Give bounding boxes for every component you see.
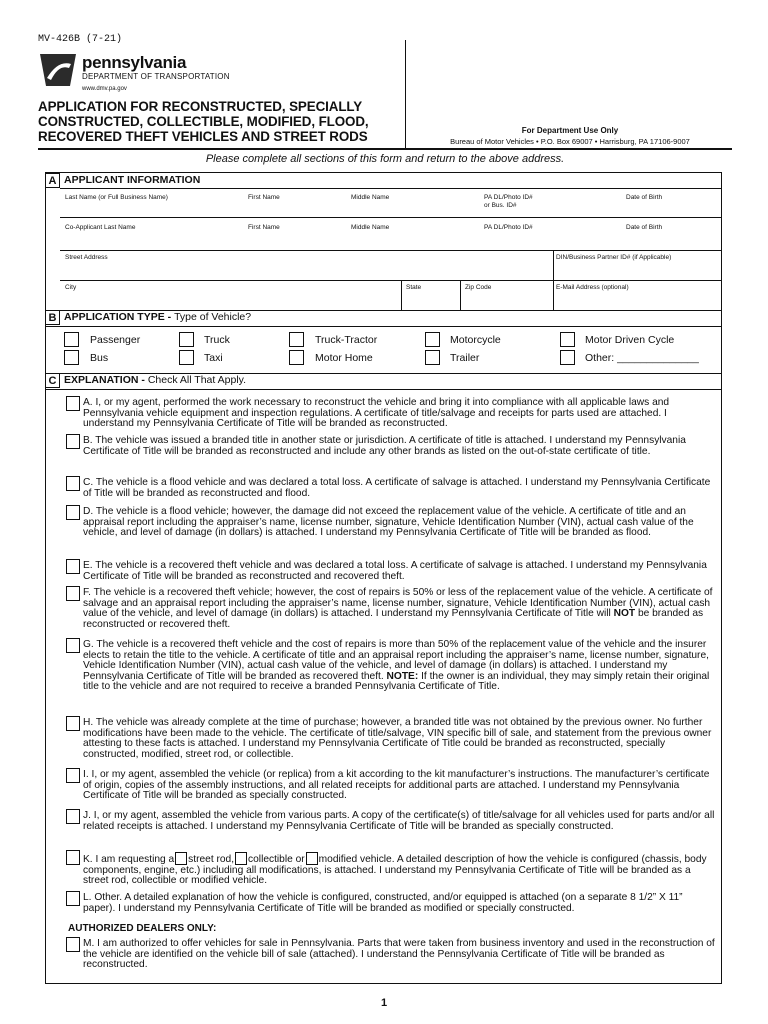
truck-tractor-checkbox[interactable] xyxy=(289,332,304,347)
dob-label: Date of Birth xyxy=(626,194,663,201)
section-a-title: APPLICANT INFORMATION xyxy=(64,174,201,186)
section-b-header xyxy=(60,310,721,325)
option-c xyxy=(66,478,715,499)
street-rod-checkbox[interactable] xyxy=(175,852,187,865)
form-number: MV-426B (7-21) xyxy=(38,34,123,45)
section-a-rule xyxy=(60,188,721,189)
bus-checkbox[interactable] xyxy=(64,350,79,365)
row3-line xyxy=(60,280,721,281)
option-l xyxy=(66,893,715,914)
option-c-text: C. The vehicle is a flood vehicle and was declared a total loss. A certificate of salvage is attached. I understand my Pennsylvania Certificate of Title will be branded as reconstructed and flood. xyxy=(83,477,711,499)
co-middle-name-label: Middle Name xyxy=(351,224,390,231)
option-m-text: M. I am authorized to offer vehicles for sale in Pennsylvania. Parts that were taken from business inventory and used in the reconstruction of the vehicle are identified on the vehicle bill of sale (attached). I understand the Pennsylvania Certificate of Title will be branded as reconstructed. xyxy=(83,938,715,970)
section-c-title: EXPLANATION - xyxy=(64,374,148,386)
row1-line xyxy=(60,217,721,218)
truck-tractor-label: Truck-Tractor xyxy=(315,334,378,346)
option-f-checkbox[interactable] xyxy=(66,586,80,601)
bus-label: Bus xyxy=(90,352,109,364)
section-c-letter: C xyxy=(45,373,60,388)
option-b-checkbox[interactable] xyxy=(66,434,80,449)
taxi-checkbox[interactable] xyxy=(179,350,194,365)
motor-driven-cycle-label: Motor Driven Cycle xyxy=(585,334,675,346)
state-label: State xyxy=(406,284,422,291)
form-body xyxy=(45,172,722,984)
option-g-text-1: G. The vehicle is a recovered theft vehicle and the cost of repairs is more than 50% of the replacement value of the vehicle and the insurer elects to retain the title to the vehicle. A certificate of title and an appraisal report including the appraiser’s name, license number, signature, Vehicle Identification Number (VIN), actual cash value of the vehicle, and level of damage (in dollars) is attached. I understand my Pennsylvania Certificate of Title will be branded as recovered theft. xyxy=(83,639,709,682)
city-label: City xyxy=(65,284,77,291)
section-c-rule xyxy=(46,389,721,390)
co-first-name-label: First Name xyxy=(248,224,280,231)
middle-name-label: Middle Name xyxy=(351,194,390,201)
passenger-label: Passenger xyxy=(90,334,141,346)
motorcycle-label: Motorcycle xyxy=(450,334,501,346)
option-m xyxy=(66,939,715,971)
last-name-label: Last Name (or Full Business Name) xyxy=(65,194,168,201)
option-f-not: NOT xyxy=(613,608,636,619)
option-g-text-2: If the owner is an individual, they may simply retain their original title to the vehicle and are not required to receive a branded Pennsylvania Certificate of Title. xyxy=(83,670,710,692)
other-checkbox[interactable] xyxy=(560,350,575,365)
instructions: Please complete all sections of this form and return to the above address. xyxy=(205,153,565,165)
option-k-checkbox[interactable] xyxy=(66,850,80,865)
option-l-text: L. Other. A detailed explanation of how the vehicle is configured, constructed, and/or equipped is attached (on a separate 8 1/2” X 11” paper). I understand my Pennsylvania Certificate of Title will be branded as modified or specially constructed. xyxy=(83,892,683,914)
form-title: APPLICATION FOR RECONSTRUCTED, SPECIALLY CONSTRUCTED, COLLECTIBLE, MODIFIED, FLOOD, RECOVERED THEFT VEHICLES AND STREET RODS xyxy=(38,99,369,144)
zip-label: Zip Code xyxy=(465,284,492,291)
option-c-checkbox[interactable] xyxy=(66,476,80,491)
option-f xyxy=(66,588,715,630)
motor-home-checkbox[interactable] xyxy=(289,350,304,365)
motorcycle-checkbox[interactable] xyxy=(425,332,440,347)
taxi-label: Taxi xyxy=(204,352,223,364)
option-a xyxy=(66,398,715,430)
other-input[interactable]: Other: ______________ xyxy=(585,352,699,364)
option-g-checkbox[interactable] xyxy=(66,638,80,653)
street-label: Street Address xyxy=(65,254,108,261)
section-c-subtitle: Check All That Apply. xyxy=(147,374,247,386)
option-f-text-2: be branded as reconstructed or recovered theft. xyxy=(83,608,704,630)
header-divider xyxy=(405,40,406,148)
header-rule xyxy=(38,148,732,150)
option-j-checkbox[interactable] xyxy=(66,809,80,824)
section-a-letter: A xyxy=(45,173,60,188)
option-e xyxy=(66,561,715,582)
option-g-note: NOTE: xyxy=(386,670,419,682)
option-h-text: H. The vehicle was already complete at the time of purchase; however, a branded title was not obtained by the previous owner. No further modifications have been made to the vehicle. The certificate of title/salvage, VIN specific bill of sale, and statement from the previous owner attesting to these facts is attached. I understand my Pennsylvania Certificate of Title could be branded as reconstructed, specially constructed, modified, street rod, or collectible. xyxy=(83,717,712,760)
option-b xyxy=(66,436,715,457)
option-k-text xyxy=(83,852,715,887)
section-b-title: APPLICATION TYPE - xyxy=(64,311,175,323)
department-name: DEPARTMENT OF TRANSPORTATION xyxy=(82,72,230,81)
option-d-checkbox[interactable] xyxy=(66,505,80,520)
option-e-text: E. The vehicle is a recovered theft vehicle and was declared a total loss. A certificate of salvage is attached. I understand my Pennsylvania Certificate of Title will be branded as reconstructed and recovered theft. xyxy=(83,560,707,582)
website-link[interactable]: www.dmv.pa.gov xyxy=(82,86,127,92)
pa-dl-label: PA DL/Photo ID# xyxy=(484,194,533,201)
option-h-checkbox[interactable] xyxy=(66,716,80,731)
state-divider xyxy=(401,280,402,311)
option-g-text xyxy=(83,640,715,693)
co-dob-label: Date of Birth xyxy=(626,224,663,231)
dept-use-label: For Department Use Only xyxy=(521,126,619,135)
passenger-checkbox[interactable] xyxy=(64,332,79,347)
option-k-text-1: K. I am requesting a xyxy=(83,854,175,865)
keystone-logo-icon xyxy=(38,52,78,88)
section-b-letter: B xyxy=(45,310,60,325)
first-name-label: First Name xyxy=(248,194,280,201)
truck-checkbox[interactable] xyxy=(179,332,194,347)
option-i xyxy=(66,770,715,802)
co-last-name-label: Co-Applicant Last Name xyxy=(65,224,136,231)
option-b-text: B. The vehicle was issued a branded title in another state or jurisdiction. A certificate of title is attached. I understand my Pennsylvania Certificate of Title will be branded as reconstructed and include any other brands as listed on the out-of-state certificate of title. xyxy=(83,435,686,457)
section-c-header xyxy=(60,373,721,388)
option-i-checkbox[interactable] xyxy=(66,768,80,783)
option-d xyxy=(66,507,715,539)
option-k xyxy=(66,852,715,887)
option-d-text: D. The vehicle is a flood vehicle; however, the damage did not exceed the replacement value of the vehicle. A certificate of title and an appraisal report including the appraiser’s name, license number, signature, Vehicle Identification Number (VIN), actual cash value of the vehicle, and level of damage (in dollars) is attached. I understand my Pennsylvania Certificate of Title will be branded as flood. xyxy=(83,506,694,538)
truck-label: Truck xyxy=(204,334,230,346)
option-a-text: A. I, or my agent, performed the work necessary to reconstruct the vehicle and bring it into compliance with all applicable laws and Pennsylvania vehicle equipment and inspection regulations. A certificate of title/salvage and receipts for parts used are attached. I understand my Pennsylvania Certificate of Title will be branded as reconstructed. xyxy=(83,397,670,429)
authorized-dealers-heading: AUTHORIZED DEALERS ONLY: xyxy=(68,923,217,934)
option-j-text: J. I, or my agent, assembled the vehicle from various parts. A copy of the certificate(s) of title/salvage for all vehicles used for parts and/or all related receipts is attached. I understand my Pennsylvania Certificate of Title will be branded as specially constructed. xyxy=(83,810,715,832)
section-b-subtitle: Type of Vehicle? xyxy=(174,311,252,323)
row2-line xyxy=(60,250,721,251)
bus-id-label: or Bus. ID# xyxy=(484,202,517,209)
trailer-label: Trailer xyxy=(450,352,480,364)
modified-checkbox[interactable] xyxy=(306,852,318,865)
agency-name: pennsylvania xyxy=(82,53,187,72)
option-m-checkbox[interactable] xyxy=(66,937,80,952)
collectible-label: collectible or xyxy=(248,854,305,865)
page-number: 1 xyxy=(380,997,388,1009)
email-label: E-Mail Address (optional) xyxy=(556,284,629,291)
motor-driven-cycle-checkbox[interactable] xyxy=(560,332,575,347)
collectible-checkbox[interactable] xyxy=(235,852,247,865)
option-g xyxy=(66,640,715,693)
trailer-checkbox[interactable] xyxy=(425,350,440,365)
street-rod-label: street rod, xyxy=(188,854,235,865)
option-f-text xyxy=(83,588,715,630)
option-k-text-2: modified vehicle. A detailed description of how the vehicle is configured (chassis, body components, engine, etc.) including all modifications, is attached. I understand my Pennsylvania Certificate of Title will be branded as a street rod, collectible or modified vehicle. xyxy=(83,854,707,886)
option-l-checkbox[interactable] xyxy=(66,891,80,906)
option-a-checkbox[interactable] xyxy=(66,396,80,411)
din-label: DIN/Business Partner ID# (if Applicable) xyxy=(556,254,672,261)
option-j xyxy=(66,811,715,832)
co-pa-dl-label: PA DL/Photo ID# xyxy=(484,224,533,231)
option-e-checkbox[interactable] xyxy=(66,559,80,574)
option-i-text: I. I, or my agent, assembled the vehicle (or replica) from a kit according to the kit manufacturer’s instructions. The manufacturer’s certificate of origin, copies of the assembly instructions, and all related receipts for additional parts are attached. I understand my Pennsylvania Certificate of Title will be branded as specially constructed. xyxy=(83,769,710,801)
zip-divider xyxy=(460,280,461,311)
agency-block xyxy=(82,54,230,81)
option-h xyxy=(66,718,715,760)
option-f-text-1: F. The vehicle is a recovered theft vehicle; however, the cost of repairs is 50% or less of the replacement value of the vehicle. A certificate of salvage and an appraisal report including the appraiser’s name, license number, signature, Vehicle Identification Number (VIN), actual cash value of the vehicle, and level of damage (in dollars) is attached. I understand my Pennsylvania Certificate of Title will xyxy=(83,587,713,619)
section-b-rule xyxy=(46,326,721,327)
section-a-header xyxy=(60,173,721,188)
mailing-address: Bureau of Motor Vehicles • P.O. Box 69007 • Harrisburg, PA 17106-9007 xyxy=(450,137,690,146)
motor-home-label: Motor Home xyxy=(315,352,373,364)
